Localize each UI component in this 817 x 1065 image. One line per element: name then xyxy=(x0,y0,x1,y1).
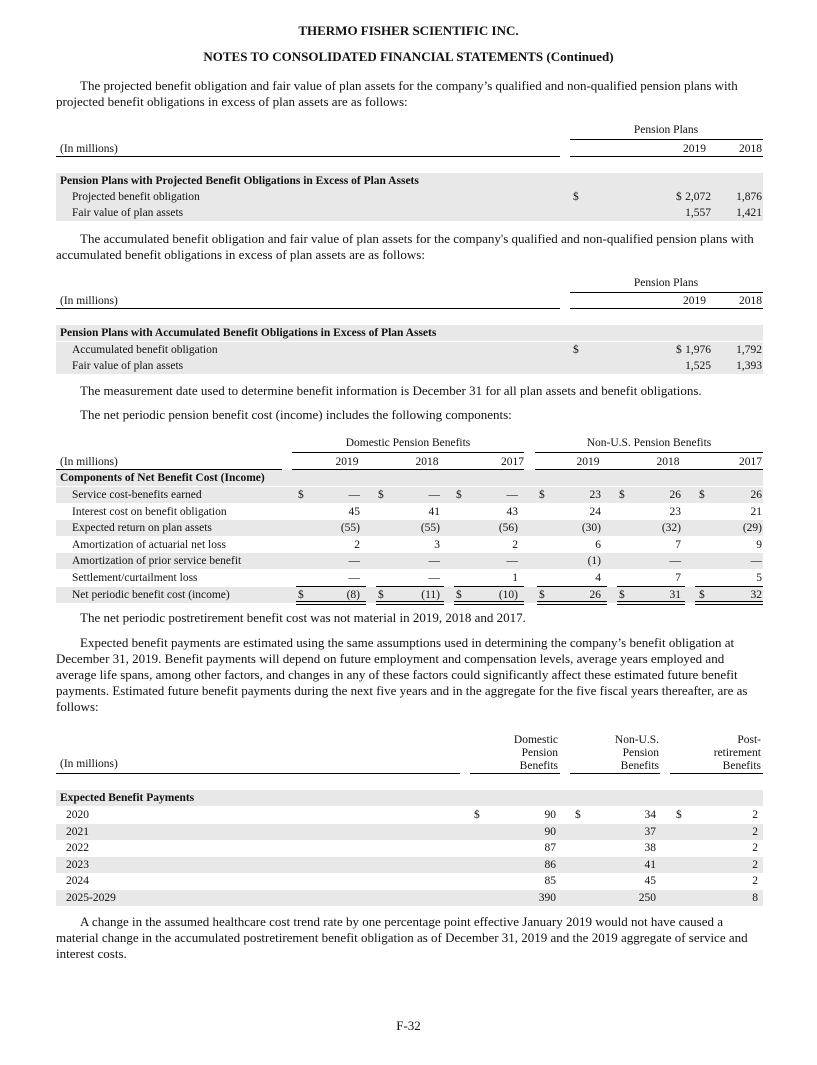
value-cell: (32) xyxy=(661,522,681,535)
row-label: 2022 xyxy=(66,842,89,855)
value-2019: 2,072 xyxy=(685,191,711,203)
value-cell: 26 xyxy=(669,489,681,501)
table-row xyxy=(56,205,763,221)
paragraph-projected-intro: The projected benefit obligation and fair value of plan assets for the company’s qualified and non-qualified pension plans with projected benefit obligations in excess of plan assets are as follows: xyxy=(56,78,738,109)
table-row xyxy=(56,358,763,374)
table-row xyxy=(56,537,763,553)
value-cell: 38 xyxy=(644,842,656,855)
row-label: 2021 xyxy=(66,825,89,838)
value-cell: 1 xyxy=(512,572,518,584)
table-row xyxy=(56,840,763,856)
value-cell: 26 xyxy=(750,489,762,501)
value-cell: — xyxy=(428,555,440,568)
value-cell: 87 xyxy=(544,842,556,855)
table-row xyxy=(56,553,763,569)
value-cell: 90 xyxy=(544,825,556,838)
value-cell: 5 xyxy=(756,572,762,584)
t2-group-header: Pension Plans xyxy=(633,277,699,289)
value-cell: 85 xyxy=(544,875,556,888)
t2-section: Pension Plans with Accumulated Benefit Obligations in Excess of Plan Assets xyxy=(60,327,437,339)
page-subtitle: NOTES TO CONSOLIDATED FINANCIAL STATEMENTS (Continued) xyxy=(203,49,614,64)
currency-symbol: $ xyxy=(539,489,545,501)
value-cell: — xyxy=(506,489,518,501)
table-row xyxy=(56,890,763,906)
value-cell: — xyxy=(750,555,762,568)
value-cell: (1) xyxy=(587,555,601,568)
t3-year: 2017 xyxy=(501,456,524,468)
value-cell: (11) xyxy=(421,588,440,601)
table-row xyxy=(56,520,763,536)
t3-year: 2019 xyxy=(576,456,600,468)
currency-symbol: $ xyxy=(474,809,480,821)
header-line: Domestic xyxy=(513,734,558,746)
t3-year: 2019 xyxy=(335,456,359,468)
t4-section: Expected Benefit Payments xyxy=(60,792,195,804)
row-label: Expected return on plan assets xyxy=(72,522,212,535)
value-cell: — xyxy=(428,572,440,584)
header-line: Pension xyxy=(622,747,659,759)
value-cell: 2 xyxy=(752,858,758,871)
currency-symbol: $ xyxy=(676,191,682,203)
header-line: retirement xyxy=(713,747,761,759)
currency-symbol: $ xyxy=(619,489,625,501)
value-cell: 2 xyxy=(512,538,518,551)
currency-symbol: $ xyxy=(676,809,682,821)
row-label: Amortization of prior service benefit xyxy=(72,555,242,568)
value-cell: (56) xyxy=(498,522,518,535)
value-2018: 1,421 xyxy=(736,207,762,219)
table-row xyxy=(56,504,763,520)
value-2019: 1,557 xyxy=(685,207,711,219)
currency-symbol: $ xyxy=(573,344,579,356)
value-cell: 26 xyxy=(589,588,601,601)
t1-group-header: Pension Plans xyxy=(633,124,699,136)
page-number: F-32 xyxy=(396,1018,421,1033)
table-row xyxy=(56,570,763,586)
table-row xyxy=(56,807,763,823)
value-cell: 2 xyxy=(752,809,758,821)
value-cell: (30) xyxy=(581,522,601,535)
table-row xyxy=(56,857,763,873)
t2-units: (In millions) xyxy=(60,295,118,307)
row-label: Interest cost on benefit obligation xyxy=(72,505,227,518)
currency-symbol: $ xyxy=(699,489,705,501)
value-cell: 2 xyxy=(752,875,758,888)
currency-symbol: $ xyxy=(619,588,625,601)
t3-year: 2017 xyxy=(739,456,762,468)
value-cell: 23 xyxy=(669,505,681,518)
table-row xyxy=(56,342,763,358)
value-cell: 7 xyxy=(675,538,681,551)
paragraph-expected-payments: Expected benefit payments are estimated using the same assumptions used in determining the company’s benefit obligation at December 31, 2019. Benefit payments will depend on future employment and compensation levels, average years employed and average life spans, among other factors, and changes in any of these factors could significantly affect these estimated future benefit payments. Estimated future benefit payments during the next five years and in the aggregate for the five fiscal years thereafter, are as follows: xyxy=(56,635,748,714)
value-cell: 90 xyxy=(544,809,556,821)
row-label: 2024 xyxy=(66,875,89,888)
header-line: Non-U.S. xyxy=(614,734,659,746)
currency-symbol: $ xyxy=(699,588,705,601)
row-label: Projected benefit obligation xyxy=(72,191,200,203)
value-cell: 45 xyxy=(348,505,360,518)
value-cell: 2 xyxy=(752,825,758,838)
value-cell: (10) xyxy=(498,588,518,601)
value-cell: — xyxy=(669,555,681,568)
table-row xyxy=(56,824,763,840)
value-cell: 24 xyxy=(589,505,601,518)
t3-units: (In millions) xyxy=(60,456,118,468)
currency-symbol: $ xyxy=(676,344,682,356)
row-label: Fair value of plan assets xyxy=(72,360,184,372)
paragraph-healthcare-trend: A change in the assumed healthcare cost trend rate by one percentage point effective January 2019 would not have caused a material change in the accumulated postretirement benefit obligation as of December 31, 2019 and the 2019 aggregate of service and interest costs. xyxy=(56,914,748,961)
currency-symbol: $ xyxy=(573,191,579,203)
value-cell: 21 xyxy=(750,505,762,518)
t2-year-2019: 2019 xyxy=(683,295,706,307)
currency-symbol: $ xyxy=(539,588,545,601)
value-cell: 41 xyxy=(428,505,440,518)
row-label: Fair value of plan assets xyxy=(72,207,184,219)
paragraph-net-periodic-intro: The net periodic pension benefit cost (income) includes the following components: xyxy=(80,407,512,422)
header-line: Post- xyxy=(737,734,761,746)
header-line: Pension xyxy=(521,747,558,759)
value-cell: (8) xyxy=(346,588,360,601)
row-label: Service cost-benefits earned xyxy=(72,489,202,501)
row-label: 2023 xyxy=(66,858,89,871)
row-label: 2020 xyxy=(66,809,89,821)
currency-symbol: $ xyxy=(456,588,462,601)
value-cell: 45 xyxy=(644,875,656,888)
row-label: Accumulated benefit obligation xyxy=(72,344,218,356)
t2-year-2018: 2018 xyxy=(739,295,762,307)
value-2018: 1,792 xyxy=(736,344,762,356)
t1-units: (In millions) xyxy=(60,143,118,155)
paragraph-postretirement: The net periodic postretirement benefit cost was not material in 2019, 2018 and 2017. xyxy=(80,610,526,625)
t3-section: Components of Net Benefit Cost (Income) xyxy=(60,472,265,484)
header-line: Benefits xyxy=(519,760,558,772)
table-row xyxy=(56,873,763,889)
row-label: 2025-2029 xyxy=(66,892,116,904)
value-cell: 4 xyxy=(595,572,601,584)
paragraph-accumulated-intro: The accumulated benefit obligation and fair value of plan assets for the company's qualified and non-qualified pension plans with accumulated benefit obligations in excess of plan assets are as follows: xyxy=(56,231,754,262)
value-cell: 3 xyxy=(434,538,440,551)
t4-units: (In millions) xyxy=(60,758,118,770)
value-cell: 32 xyxy=(750,588,762,601)
value-cell: 23 xyxy=(589,489,601,501)
t1-year-2019: 2019 xyxy=(683,143,706,155)
value-2019: 1,525 xyxy=(685,360,711,372)
value-cell: 390 xyxy=(538,892,556,904)
value-cell: 9 xyxy=(756,538,762,551)
table-row xyxy=(56,189,763,205)
header-line: Benefits xyxy=(722,760,761,772)
value-cell: — xyxy=(428,489,440,501)
value-cell: 31 xyxy=(669,588,681,601)
table-row xyxy=(56,487,763,503)
currency-symbol: $ xyxy=(378,489,384,501)
t1-section: Pension Plans with Projected Benefit Obligations in Excess of Plan Assets xyxy=(60,175,419,187)
row-label: Amortization of actuarial net loss xyxy=(72,538,226,551)
value-2018: 1,876 xyxy=(736,191,762,203)
value-2018: 1,393 xyxy=(736,360,762,372)
paragraph-measurement-date: The measurement date used to determine benefit information is December 31 for all plan assets and benefit obligations. xyxy=(80,383,702,398)
t3-year: 2018 xyxy=(656,456,680,468)
t3-year: 2018 xyxy=(415,456,439,468)
value-cell: — xyxy=(348,555,360,568)
value-cell: 43 xyxy=(506,505,518,518)
value-cell: 2 xyxy=(354,538,360,551)
value-cell: 41 xyxy=(644,858,656,871)
value-cell: 7 xyxy=(675,572,681,584)
value-cell: — xyxy=(506,555,518,568)
value-cell: (55) xyxy=(340,522,360,535)
currency-symbol: $ xyxy=(298,489,304,501)
value-cell: 34 xyxy=(644,809,656,821)
t3-group-domestic: Domestic Pension Benefits xyxy=(345,437,471,449)
row-label: Net periodic benefit cost (income) xyxy=(72,588,230,601)
value-cell: 2 xyxy=(752,842,758,855)
currency-symbol: $ xyxy=(298,588,304,601)
value-cell: (55) xyxy=(420,522,440,535)
company-name: THERMO FISHER SCIENTIFIC INC. xyxy=(298,23,519,38)
value-cell: 250 xyxy=(638,892,656,904)
header-line: Benefits xyxy=(620,760,659,772)
value-cell: (29) xyxy=(742,522,762,535)
currency-symbol: $ xyxy=(456,489,462,501)
value-cell: 8 xyxy=(752,892,758,904)
t3-group-nonus: Non-U.S. Pension Benefits xyxy=(586,437,712,449)
currency-symbol: $ xyxy=(378,588,384,601)
value-cell: 86 xyxy=(544,858,556,871)
value-cell: 37 xyxy=(644,825,656,838)
value-cell: — xyxy=(348,489,360,501)
row-label: Settlement/curtailment loss xyxy=(72,572,198,584)
value-cell: 6 xyxy=(595,538,601,551)
currency-symbol: $ xyxy=(575,809,581,821)
value-2019: 1,976 xyxy=(685,344,711,356)
t1-year-2018: 2018 xyxy=(739,143,762,155)
value-cell: — xyxy=(348,572,360,584)
